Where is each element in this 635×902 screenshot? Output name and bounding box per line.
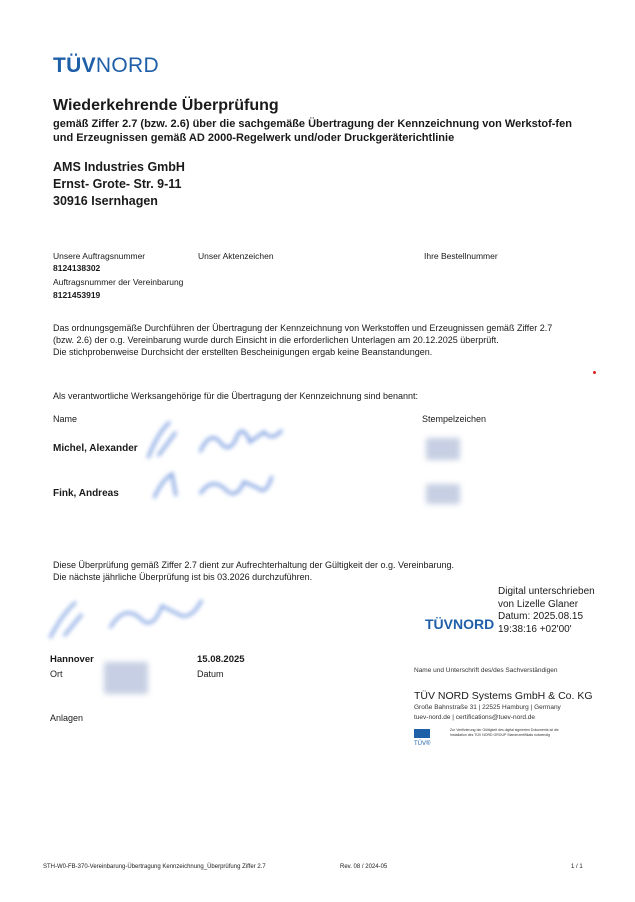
signature-person-1 xyxy=(140,412,290,472)
document-title: Wiederkehrende Überprüfung xyxy=(53,97,279,114)
address-company: AMS Industries GmbH xyxy=(53,160,185,174)
verification-note: Zur Verifizierung der Gültigkeit des digital signierten Dokuments ist die Installation des TÜV NORD GROUP Stammzertifikats notwendig xyxy=(450,728,559,737)
paragraph2-line2: Die nächste jährliche Überprüfung ist bis 03.2026 durchzuführen. xyxy=(53,572,313,582)
paragraph1-line1: Das ordnungsgemäße Durchführen der Übertragung der Kennzeichnung von Werkstoffen und Erzeugnissen gemäß Ziffer 2.7 xyxy=(53,323,553,333)
signature-bottom xyxy=(40,588,210,648)
digital-signature-text: Digital unterschrieben von Lizelle Glaner Datum: 2025.08.15 19:38:16 +02'00' xyxy=(498,586,595,635)
red-dot xyxy=(593,371,596,374)
person-2-name: Fink, Andreas xyxy=(53,488,119,499)
tuv-nord-logo xyxy=(53,54,159,78)
signature-person-2 xyxy=(148,466,278,506)
company-address: Große Bahnstraße 31 | 22525 Hamburg | Germany xyxy=(414,704,561,711)
date-label: Datum xyxy=(197,669,224,679)
company-name: TÜV NORD Systems GmbH & Co. KG xyxy=(414,690,593,702)
stamp-header: Stempelzeichen xyxy=(422,414,487,424)
stamp-person-2 xyxy=(426,484,460,504)
footer-page-number: 1 / 1 xyxy=(571,864,583,870)
footer-revision: Rev. 08 / 2024-05 xyxy=(340,864,388,870)
order-number-label: Unsere Auftragsnummer xyxy=(53,251,146,261)
agreement-number-label: Auftragsnummer der Vereinbarung xyxy=(53,277,184,287)
footer-document-id: STH-W0-FB-370-Vereinbarung-Übertragung Kennzeichnung_Überprüfung Ziffer 2.7 xyxy=(43,864,266,870)
person-1-name: Michel, Alexander xyxy=(53,443,138,454)
place-label: Ort xyxy=(50,669,63,679)
paragraph1-line2: (bzw. 2.6) der o.g. Vereinbarung wurde durch Einsicht in die erforderlichen Unterlagen am 20.12.2025 überprüft. xyxy=(53,335,499,345)
logo-thin: NORD xyxy=(95,54,159,77)
company-contact: tuev-nord.de | certifications@tuev-nord.de xyxy=(414,714,536,721)
digital-signature-logo: TÜVNORD xyxy=(425,616,495,632)
attachments-label: Anlagen xyxy=(50,713,84,723)
tuv-mark: TÜV® xyxy=(414,741,431,747)
date-value: 15.08.2025 xyxy=(197,654,245,665)
order-number-value: 8124138302 xyxy=(53,263,101,273)
paragraph2-line1: Diese Überprüfung gemäß Ziffer 2.7 dient zur Aufrechterhaltung der Gültigkeit der o.g. Vereinbarung. xyxy=(53,560,455,570)
purchase-order-label: Ihre Bestellnummer xyxy=(424,251,498,261)
certificate-icon xyxy=(414,729,430,738)
address-city: 30916 Isernhagen xyxy=(53,194,158,208)
file-reference-label: Unser Aktenzeichen xyxy=(198,251,274,261)
logo-bold: TÜV xyxy=(53,54,96,77)
agreement-number-value: 8121453919 xyxy=(53,290,101,300)
document-subtitle: gemäß Ziffer 2.7 (bzw. 2.6) über die sachgemäße Übertragung der Kennzeichnung von Werkstof-fen und Erzeugnissen gemäß AD 2000-Regelwerk und/oder Druckgeräterichtlinie xyxy=(53,118,572,144)
paragraph1-line3: Die stichprobenweise Durchsicht der erstellten Bescheinigungen ergab keine Beanstandungen. xyxy=(53,347,433,357)
place-value: Hannover xyxy=(50,654,94,665)
stamp-person-1 xyxy=(426,438,460,460)
responsible-intro: Als verantwortliche Werksangehörige für die Übertragung der Kennzeichnung sind benannt: xyxy=(53,391,419,401)
address-street: Ernst- Grote- Str. 9-11 xyxy=(53,177,182,191)
name-header: Name xyxy=(53,414,78,424)
expert-signature-label: Name und Unterschrift des/des Sachverständigen xyxy=(414,667,558,674)
stamp-bottom xyxy=(104,662,148,694)
